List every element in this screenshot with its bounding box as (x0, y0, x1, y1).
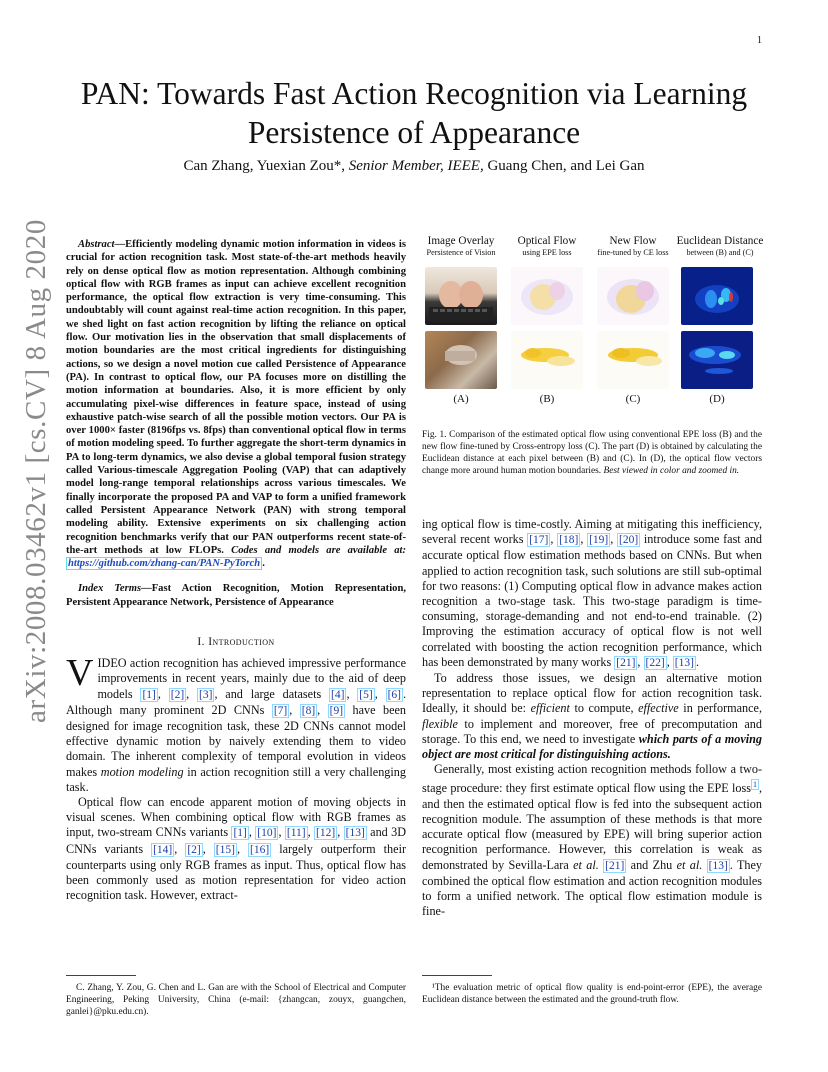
citation[interactable]: [3] (199, 688, 213, 701)
new-flow-typing (597, 267, 669, 325)
section-number: I. (197, 636, 209, 649)
citation[interactable]: [15] (215, 843, 235, 856)
figure-label-a: (A) (453, 393, 469, 405)
citation[interactable]: [17] (529, 534, 549, 547)
right-p2-em3: flexible (422, 716, 458, 731)
abstract-code-text: Codes and models are available at: (231, 544, 406, 556)
footnote-separator (422, 975, 492, 976)
abstract-text: —Efficiently modeling dynamic motion information in videos is crucial for action recognition task. Most state-of-the-art methods heavily rely on dense optical flow as motion representation. Although combining optical flow with RGB frames as input can achieve excellent recognition performance, the optical flow extraction is very time-consuming. This undoubtably will count against real-time action recognition. In this paper, we shed light on fast action recognition by lifting the reliance on optical flow. Our motivation lies in the observation that small displacements of motion boundaries are the most critical ingredients for distinguishing actions, so we design a novel motion cue called Persistence of Appearance (PA). In contrast to optical flow, our PA focuses more on distilling the motion information at boundaries. Also, it is more efficient by only accumulating pixel-wise differences in feature space, instead of using exhaustive patch-wise search of all the possible motion vectors. Our PA is over 1000× faster (8196fps vs. 8fps) than conventional optical flow in terms of motion modeling speed. To further aggregate the short-term dynamics in PA to long-term dynamics, we also devise a global temporal fusion strategy called Various-timescale Aggregation Pooling (VAP) that can adaptively model long-range temporal relationships across various timescales. We finally incorporate the proposed PA and VAP to form a unified framework called Persistent Appearance Network (PAN) with strong temporal modeling ability. Extensive experiments on six challenging action recognition benchmarks verify that our PAN outperforms recent state-of-the-art methods at low FLOPs. (66, 239, 406, 556)
paper-title: PAN: Towards Fast Action Recognition via Learning Persistence of Appearance (80, 76, 748, 150)
intro-paragraph-1: VIDEO action recognition has achieved impressive performance improvements in recent years, mainly due to the aid of deep models [1] , [2] , [3] , and large datasets [4] , [5] , [6] . Although many prominent 2D CNNs [7] , [8] , [9] have been designed for image recognition task, these 2D CNNs cannot model effective dynamic motion by naively extending them to video domain. The inherent complexity of temporal evolution in videos makes motion modeling in action recognition still a very challenging task. (66, 652, 407, 794)
right-column (422, 517, 762, 919)
citation[interactable]: [8] (301, 704, 316, 717)
citation[interactable]: [12] (316, 827, 336, 840)
image-overlay-typing (425, 267, 497, 325)
header-subtitle: fine-tuned by CE loss (597, 248, 669, 257)
citation[interactable]: [13] (708, 859, 728, 872)
figure-header-b (504, 235, 590, 257)
header-title: Optical Flow (517, 235, 577, 247)
header-subtitle: Persistence of Vision (426, 248, 496, 257)
right-p3-c: and Zhu (626, 857, 677, 872)
right-p1-c: . (695, 654, 699, 669)
figure-label-d: (D) (709, 393, 725, 405)
intro-p1-b: , and large datasets (214, 686, 330, 701)
intro-p1-d: have been designed for image recognition task, these 2D CNNs cannot model effective dynamic motion by naively extending them to video domain. The inherent complexity of temporal evolution in videos makes (66, 702, 407, 779)
citation[interactable]: [14] (153, 843, 173, 856)
epe-footnote (422, 975, 762, 1006)
intro-p1-a: IDEO action recognition has achieved impressive performance improvements in recent years, mainly due to the aid of deep models (97, 656, 406, 701)
right-p2-em2: effective (638, 701, 679, 716)
authors-rest: Guang Chen, and Lei Gan (483, 158, 645, 174)
right-p3-b: , and then the estimated optical flow is fed into the subsequent action recognition module. The assumption of these methods is that more accurate optical flow (measured by EPE) will bring superior action recognition performance. However, this correlation is weak as demonstrated by Sevilla-Lara (422, 781, 762, 872)
right-p3-etal-2: et al. (676, 857, 703, 872)
figure-1 (420, 235, 765, 415)
intro-p2-b: and 3D CNNs variants (66, 825, 407, 856)
header-title: New Flow (609, 235, 657, 247)
intro-paragraph-2: Optical flow can encode apparent motion of moving objects in visual scenes. When combining optical flow with RGB frames as input, two-stream CNNs variants [1] , [10] , [11] , [12] , [13] and 3D CNNs variants [14] , [2] , [15] , [16] largely outperform their counterparts using only RGB frames as input. Thus, optical flow has been commonly used as motion representation for video action recognition task. However, extract- (66, 795, 407, 903)
citation[interactable]: [21] (605, 859, 625, 872)
epe-footnote-text: ¹The evaluation metric of optical flow quality is end-point-error (EPE), the average Euclidean distance between the estimated and the ground-truth flow. (422, 983, 762, 1005)
footnote-separator (66, 975, 136, 976)
page-number: 1 (757, 35, 762, 46)
arxiv-stamp: arXiv:2008.03462v1 [cs.CV] 8 Aug 2020 (20, 219, 52, 723)
citation[interactable]: [21] (616, 656, 636, 669)
figure-label-c: (C) (625, 393, 641, 405)
drop-cap: V (66, 652, 94, 695)
optical-flow-typing (511, 267, 583, 325)
citation[interactable]: [19] (589, 534, 609, 547)
section-heading-introduction (66, 635, 406, 650)
intro-p2-c: largely outperform their counterparts using only RGB frames as input. Thus, optical flow has been commonly used as motion representation for video action recognition task. However, extract- (66, 841, 407, 903)
section-title: Introduction (208, 636, 275, 649)
affiliation-footnote (66, 975, 406, 1018)
header-subtitle: using EPE loss (522, 248, 572, 257)
caption-emphasis: Best viewed in color and zoomed in. (603, 466, 740, 476)
caption-text: Fig. 1. Comparison of the estimated optical flow using conventional EPE loss (B) and the new flow fine-tuned by Cross-entropy loss (C). The part (D) is obtained by calculating the Euclidean distance at each pixel between (B) and (C). In (D), the optical flow vectors change more around human motion boundaries. (422, 430, 762, 476)
figure-label-b: (B) (539, 393, 555, 405)
figure-caption (422, 429, 762, 477)
citation[interactable]: [18] (559, 534, 579, 547)
right-p2-strong: which parts of a moving object are most critical for distinguishing actions. (422, 731, 762, 762)
index-terms-label: Index Terms (78, 583, 142, 595)
figure-header-d (674, 235, 766, 257)
citation[interactable]: [2] (170, 688, 185, 701)
euclidean-distance-hand (681, 331, 753, 389)
citation[interactable]: [22] (645, 656, 665, 669)
figure-header-c (590, 235, 676, 257)
citation[interactable]: [5] (359, 688, 373, 701)
affiliation-text: C. Zhang, Y. Zou, G. Chen and L. Gan are with the School of Electrical and Computer Engineering, Peking University, China (e-mail: {zhangcan, zouyx, guangchen, ganlei}@pku.edu.cn). (66, 983, 406, 1017)
citation[interactable]: [11] (286, 827, 306, 840)
authors-plain: Can Zhang, Yuexian Zou*, (183, 158, 349, 174)
header-title: Image Overlay (427, 235, 495, 247)
intro-p2-a: Optical flow can encode apparent motion of moving objects in visual scenes. When combining optical flow with RGB frames as input, two-stream CNNs variants (66, 795, 406, 840)
euclidean-distance-typing (681, 267, 753, 325)
abstract-label: Abstract (78, 239, 115, 250)
right-paragraph-2 (422, 671, 762, 762)
figure-header-a (418, 235, 504, 257)
footnote-mark[interactable]: 1 (752, 780, 757, 790)
right-p2-c: in performance, (678, 701, 762, 716)
authors-membership: Senior Member, IEEE, (348, 158, 484, 174)
image-overlay-hand (425, 331, 497, 389)
intro-p1-c: . Although many prominent 2D CNNs (66, 686, 407, 717)
right-p3-a: Generally, most existing action recognition methods follow a two-stage procedure: they first estimate optical flow using the EPE loss (422, 762, 762, 796)
citation[interactable]: [1] (142, 688, 156, 701)
citation[interactable]: [4] (331, 688, 345, 701)
index-terms (66, 582, 406, 609)
right-p1-a: ing optical flow is time-costly. Aiming at mitigating this inefficiency, several recent works (422, 517, 762, 547)
header-subtitle: between (B) and (C) (686, 248, 754, 257)
abstract: Abstract—Efficiently modeling dynamic motion information in videos is crucial for action recognition task. Most state-of-the-art methods heavily rely on dense optical flow as motion representation. Although combining optical flow with RGB frames as input can achieve excellent recognition performance, the optical flow extraction is very time-consuming. This undoubtably will count against real-time action recognition. In this paper, we shed light on fast action recognition by lifting the reliance on optical flow. Our motivation lies in the observation that small displacements of motion boundaries are the most critical ingredients for distinguishing actions, so we design a novel motion cue called Persistence of Appearance (PA). In contrast to optical flow, our PA focuses more on distilling the motion information at boundaries. Also, it is more efficient by only accumulating pixel-wise differences in feature space, instead of using exhaustive patch-wise search of all the possible motion vectors. Our PA is over 1000× faster (8196fps vs. 8fps) than conventional optical flow in terms of motion modeling speed. To further aggregate the short-term dynamics in PA to long-term dynamics, we also devise a global temporal fusion strategy called Various-timescale Aggregation Pooling (VAP) that can adaptively model long-range temporal relationships across various timescales. We finally incorporate the proposed PA and VAP to form a unified framework called Persistent Appearance Network (PAN) with strong temporal modeling ability. Extensive experiments on six challenging action recognition benchmarks verify that our PAN outperforms recent state-of-the-art methods at low FLOPs. Codes and models are available at: https://github.com/zhang-can/PAN-PyTorch . (66, 239, 406, 570)
right-p2-em1: efficient (530, 701, 570, 716)
citation[interactable]: [1] (233, 827, 247, 840)
intro-p1-e: in action recognition still a very challenging task. (66, 764, 406, 794)
right-paragraph-3 (422, 762, 762, 919)
right-p2-b: to compute, (569, 701, 639, 716)
citation[interactable]: [10] (257, 827, 277, 840)
citation[interactable]: [2] (187, 843, 201, 856)
new-flow-hand (597, 331, 669, 389)
citation[interactable]: [9] (329, 704, 344, 717)
right-p2-a: To address those issues, we design an alternative motion representation to replace optical flow for action recognition task. Ideally, it should be: (422, 671, 762, 716)
intro-p1-em: motion modeling (100, 764, 184, 779)
left-column (66, 238, 406, 903)
citation[interactable]: [13] (345, 827, 365, 840)
right-p3-etal-1: et al. (573, 857, 599, 872)
optical-flow-hand (511, 331, 583, 389)
citation[interactable]: [6] (387, 688, 401, 701)
right-p1-b: introduce some fast and accurate optical flow estimation methods based on CNNs. But when applied to action recognition task, such solutions are still sub-optimal for two reasons: (1) Computing optical flow in advance makes action recognition a two-stage task. This two-stage paradigm is time-consuming, storage-demanding and not end-to-end trainable. (2) Improving the estimation accuracy of optical flow is not well correlated with boosting the action recognition performance, which has been demonstrated by many works (422, 532, 763, 669)
code-link[interactable]: https://github.com/zhang-can/PAN-PyTorch (68, 558, 261, 570)
citation[interactable]: [7] (273, 704, 288, 717)
citation[interactable]: [20] (619, 534, 639, 547)
right-p2-d: to implement and moreover, free of precomputation and storage. To this end, we need to investigate (422, 716, 762, 746)
right-p3-d: . They combined the optical flow estimation and action recognition modules to form a unified network. The optical flow estimation module is fine- (422, 857, 763, 919)
index-terms-text: —Fast Action Recognition, Motion Representation, Persistent Appearance Network, Persistence of Appearance (66, 583, 406, 608)
citation[interactable]: [16] (250, 843, 270, 856)
author-list (70, 158, 758, 175)
header-title: Euclidean Distance (676, 235, 764, 247)
citation[interactable]: [13] (674, 656, 694, 669)
right-paragraph-1: ing optical flow is time-costly. Aiming at mitigating this inefficiency, several recent works [17] , [18] , [19] , [20] introduce some fast and accurate optical flow estimation methods based on CNNs. But when applied to action recognition task, such solutions are still sub-optimal for two reasons: (1) Computing optical flow in advance makes action recognition a two-stage task. This two-stage paradigm is time-consuming, storage-demanding and not end-to-end trainable. (2) Improving the estimation accuracy of optical flow is not well correlated with boosting the action recognition performance, which has been demonstrated by many works [21] , [22] , [13] . (422, 517, 763, 669)
